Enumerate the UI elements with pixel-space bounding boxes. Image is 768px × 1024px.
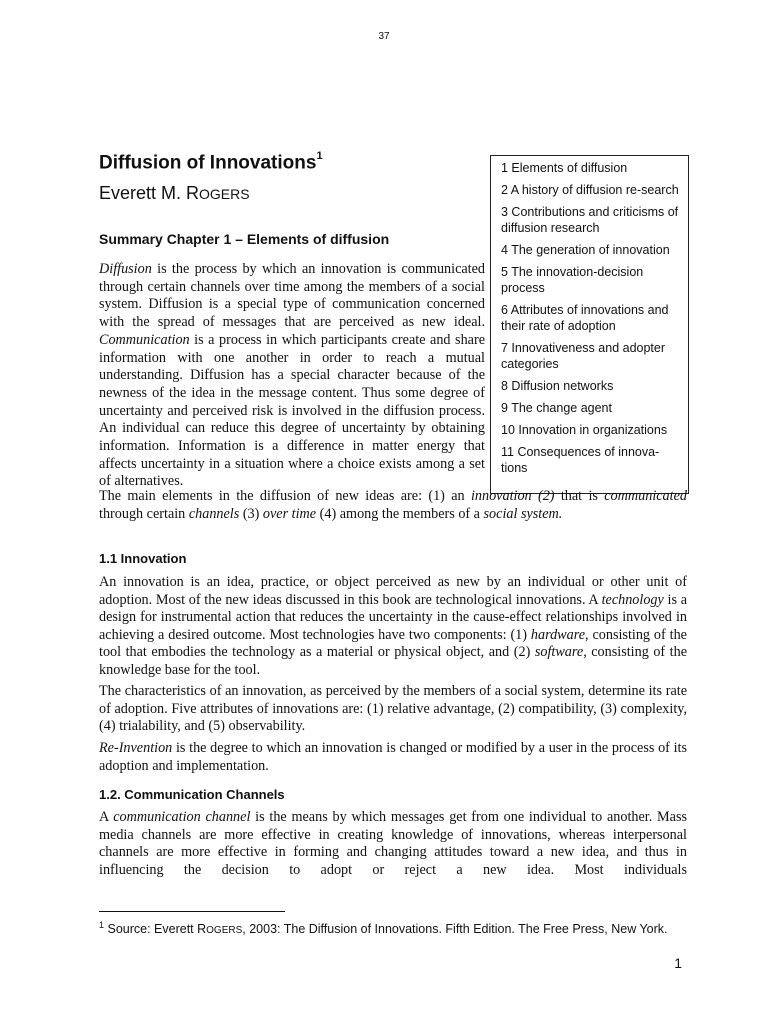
intro-paragraph <box>99 261 485 491</box>
main-elements-paragraph <box>99 488 687 523</box>
toc-item: 5 The innovation-decision process <box>501 265 644 295</box>
term-channels: channels <box>188 505 240 522</box>
term-social-system: social system. <box>483 505 563 522</box>
toc-item: 10 Innovation in organizations <box>501 423 668 437</box>
footnote-text: Source: Everett R <box>104 922 207 937</box>
toc-item: 11 Consequences of innova-tions <box>501 445 660 475</box>
communication-channels-paragraph <box>99 809 687 879</box>
elements-text: The main elements in the diffusion of new ideas are: (1) an <box>99 488 471 504</box>
page-number: 1 <box>674 955 682 971</box>
innovation-text: An innovation is an idea, practice, or object perceived as new by an individual or other unit of adoption. Most of the new ideas discussed in this book are technological innovations. A <box>99 574 687 608</box>
document-title <box>99 146 323 175</box>
term-over-time: over time <box>262 505 317 522</box>
characteristics-paragraph: The characteristics of an innovation, as perceived by the members of a social system, determine its rate of adoption. Five attributes of innovations are: (1) relative advantage, (2) compatibility, (3) complexity, (4) trialability, and (5) observability. <box>99 683 687 734</box>
footnote-marker: 1 <box>99 920 105 930</box>
footnote <box>99 917 689 939</box>
section-heading-communication-channels: 1.2. Communication Channels <box>99 787 285 802</box>
author-first: Everett M. R <box>99 183 200 203</box>
reinvention-text: is the degree to which an innovation is changed or modified by a user in the process of its adoption and implementation. <box>99 740 687 774</box>
innovation-paragraph <box>99 574 687 679</box>
term-communication-channel: communication channel <box>113 809 251 825</box>
title-footnote-ref[interactable]: 1 <box>316 150 323 162</box>
channels-text: A <box>99 809 114 825</box>
reinvention-paragraph <box>99 740 687 775</box>
toc-item: 2 A history of diffusion re-search <box>501 183 679 197</box>
term-technology: technology <box>601 591 664 608</box>
term-communicated: communicated <box>604 488 687 504</box>
section-heading-innovation: 1.1 Innovation <box>99 551 187 566</box>
footnote-author-smallcaps: OGERS <box>206 925 243 937</box>
term-software: software <box>534 644 584 660</box>
term-hardware: hardware <box>530 626 586 643</box>
toc-item: 4 The generation of innovation <box>501 243 670 257</box>
author-surname-smallcaps: OGERS <box>199 186 250 202</box>
channels-text: is the means by which messages get from one individual to another. Mass media channels are more effective in creating knowledge of innovations, whereas interpersonal channels are more effective in forming and changing attitudes toward a new idea, and thus in influencing the decision to adopt or reject a new idea. Most individuals <box>99 809 687 878</box>
intro-text: is the process by which an innovation is communicated through certain channels over time among the members of a social system. Diffusion is a special type of communication concerned with the spread of messages that are perceived as new ideal. <box>99 261 485 331</box>
title-text: Diffusion of Innovations <box>99 152 317 174</box>
toc-item: 1 Elements of diffusion <box>501 161 628 175</box>
footnote-separator <box>99 911 285 912</box>
running-page-number: 37 <box>378 31 390 42</box>
term-diffusion: Diffusion <box>99 261 152 277</box>
elements-text: that is <box>554 488 605 504</box>
term-communication: Communication <box>99 331 190 348</box>
elements-text: (4) among the members of a <box>316 505 484 522</box>
toc-item: 9 The change agent <box>501 401 612 415</box>
author-name <box>99 181 250 206</box>
chapter-contents-box <box>490 155 689 494</box>
toc-item: 6 Attributes of innovations and their rate of adoption <box>501 303 669 333</box>
intro-text: is a process in which participants create and share information with one another in order to reach a mutual understanding. Diffusion has a special character because of the newness of the idea in the message content. Thus some degree of uncertainty and perceived risk is involved in the diffusion process. An individual can reduce this degree of uncertainty by obtaining information. Information is a difference in matter energy that affects uncertainty in a situation where a choice exists among a set of alternatives. <box>99 331 485 490</box>
toc-item: 7 Innovativeness and adopter categories <box>501 341 666 371</box>
summary-heading: Summary Chapter 1 – Elements of diffusion <box>99 231 390 247</box>
innovation-text: , consisting of the knowledge base for the tool. <box>99 644 687 678</box>
footnote-text: , 2003: The Diffusion of Innovations. Fifth Edition. The Free Press, New York. <box>242 922 668 937</box>
term-innovation: innovation (2) <box>470 488 555 504</box>
innovation-text: , consisting of the tool that embodies the technology as a material or physical object, and (2) <box>99 626 687 660</box>
innovation-text: is a design for instrumental action that reduces the uncertainty in the cause-effect relationships involved in achieving a desired outcome. Most technologies have two components: (1) <box>99 591 687 643</box>
term-re-invention: Re-Invention <box>99 740 173 756</box>
elements-text: (3) <box>239 505 263 522</box>
toc-item: 8 Diffusion networks <box>501 379 614 393</box>
toc-item: 3 Contributions and criticisms of diffusion research <box>501 205 679 235</box>
elements-text: through certain <box>99 505 189 522</box>
